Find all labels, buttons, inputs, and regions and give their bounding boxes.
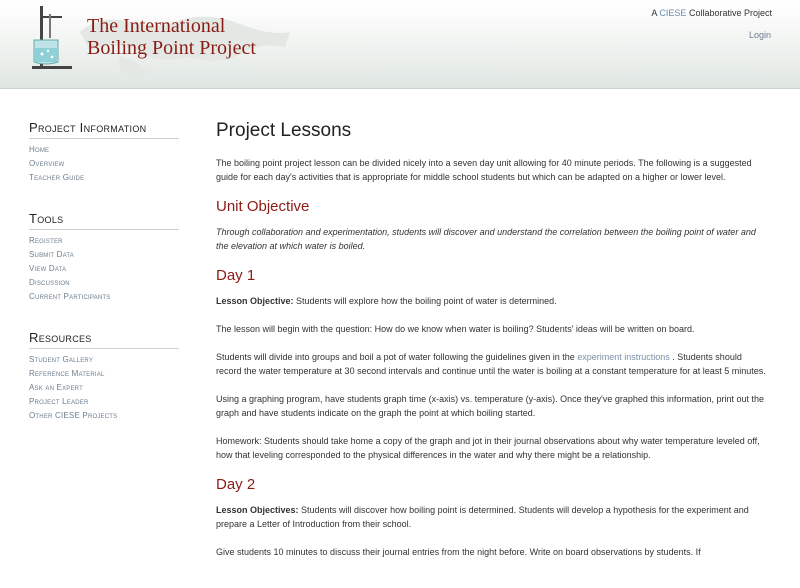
day1-objective-label: Lesson Objective: [216, 296, 294, 306]
sidebar [29, 120, 179, 449]
day1-objective [216, 294, 768, 308]
page-title: Project Lessons [216, 120, 352, 141]
day1-paragraph-4: Homework: Students should take home a copy of the graph and jot in their journal observations about why water temperature leveled off, how that leveling corresponded to the physical differences in the water and why there might be a relationship. [216, 436, 760, 460]
sidebar-heading: Tools [29, 211, 179, 230]
unit-objective-heading: Unit Objective [216, 198, 310, 215]
login-link[interactable]: Login [748, 30, 771, 40]
sidebar-item-project-leader[interactable]: Project Leader [29, 397, 89, 406]
sidebar-item-discussion[interactable]: Discussion [29, 278, 70, 287]
sidebar-item-ask-an-expert[interactable]: Ask an Expert [29, 383, 83, 392]
ciese-tagline [651, 8, 772, 18]
experiment-instructions-link[interactable]: experiment instructions [577, 352, 670, 362]
day1-p2-after: . Students should record the water temperature at 30 second intervals and continue until the water is boiling at a constant temperature for at least 5 minutes. [216, 352, 766, 376]
sidebar-item-other-ciese-projects[interactable]: Other CIESE Projects [29, 411, 118, 420]
day1-objective-text: Students will explore how the boiling point of water is determined. [293, 296, 557, 306]
day2-objective [216, 503, 768, 531]
day1-paragraph-3: Using a graphing program, have students graph time (x-axis) vs. temperature (y-axis). Once they've graphed this information, print out the graph and have students indicate on the graph the point at which boiling started. [216, 394, 764, 418]
sidebar-item-reference-material[interactable]: Reference Material [29, 369, 105, 378]
sidebar-item-submit-data[interactable]: Submit Data [29, 250, 74, 259]
day1-paragraph-1: The lesson will begin with the question: How do we know when water is boiling? Students' ideas will be written on board. [216, 324, 695, 334]
unit-objective-text: Through collaboration and experimentation, students will discover and understand the correlation between the boiling point of water and the elevation at which water is boiled. [216, 227, 756, 251]
site-title-line1: The International [87, 15, 226, 37]
sidebar-item-overview[interactable]: Overview [29, 159, 65, 168]
sidebar-item-teacher-guide[interactable]: Teacher Guide [29, 173, 85, 182]
day1-paragraph-2 [216, 350, 768, 378]
sidebar-heading: Project Information [29, 120, 179, 139]
boiling-flask-icon [22, 4, 82, 74]
tagline-suffix: Collaborative Project [688, 8, 772, 18]
site-title [87, 15, 256, 59]
day2-objective-label: Lesson Objectives: [216, 505, 299, 515]
day2-objective-text: Students will discover how boiling point is determined. Students will develop a hypothesis for the experiment and prepare a Letter of Introduction from their school. [216, 505, 749, 529]
sidebar-heading: Resources [29, 330, 179, 349]
sidebar-section-tools [29, 211, 179, 304]
day2-heading: Day 2 [216, 476, 256, 493]
sidebar-item-student-gallery[interactable]: Student Gallery [29, 355, 94, 364]
sidebar-item-register[interactable]: Register [29, 236, 63, 245]
ciese-link[interactable]: CIESE [659, 8, 687, 18]
sidebar-item-view-data[interactable]: View Data [29, 264, 67, 273]
day1-heading: Day 1 [216, 267, 256, 284]
intro-paragraph: The boiling point project lesson can be divided nicely into a seven day unit allowing for 40 minute periods. The following is a suggested guide for each day's activities that is appropriate for middle school students but which can be adapted on a higher or lower level. [216, 158, 752, 182]
sidebar-item-current-participants[interactable]: Current Participants [29, 292, 111, 301]
day2-paragraph-1: Give students 10 minutes to discuss their journal entries from the night before. Write on board observations by students. If [216, 547, 701, 557]
site-title-line2: Boiling Point Project [87, 37, 256, 59]
tagline-prefix: A [651, 8, 657, 18]
sidebar-section-resources [29, 330, 179, 423]
main-content [216, 120, 768, 573]
day1-p2-before: Students will divide into groups and boil a pot of water following the guidelines given in the [216, 352, 578, 362]
sidebar-section-project-information [29, 120, 179, 185]
sidebar-item-home[interactable]: Home [29, 145, 50, 154]
site-header [0, 0, 800, 89]
